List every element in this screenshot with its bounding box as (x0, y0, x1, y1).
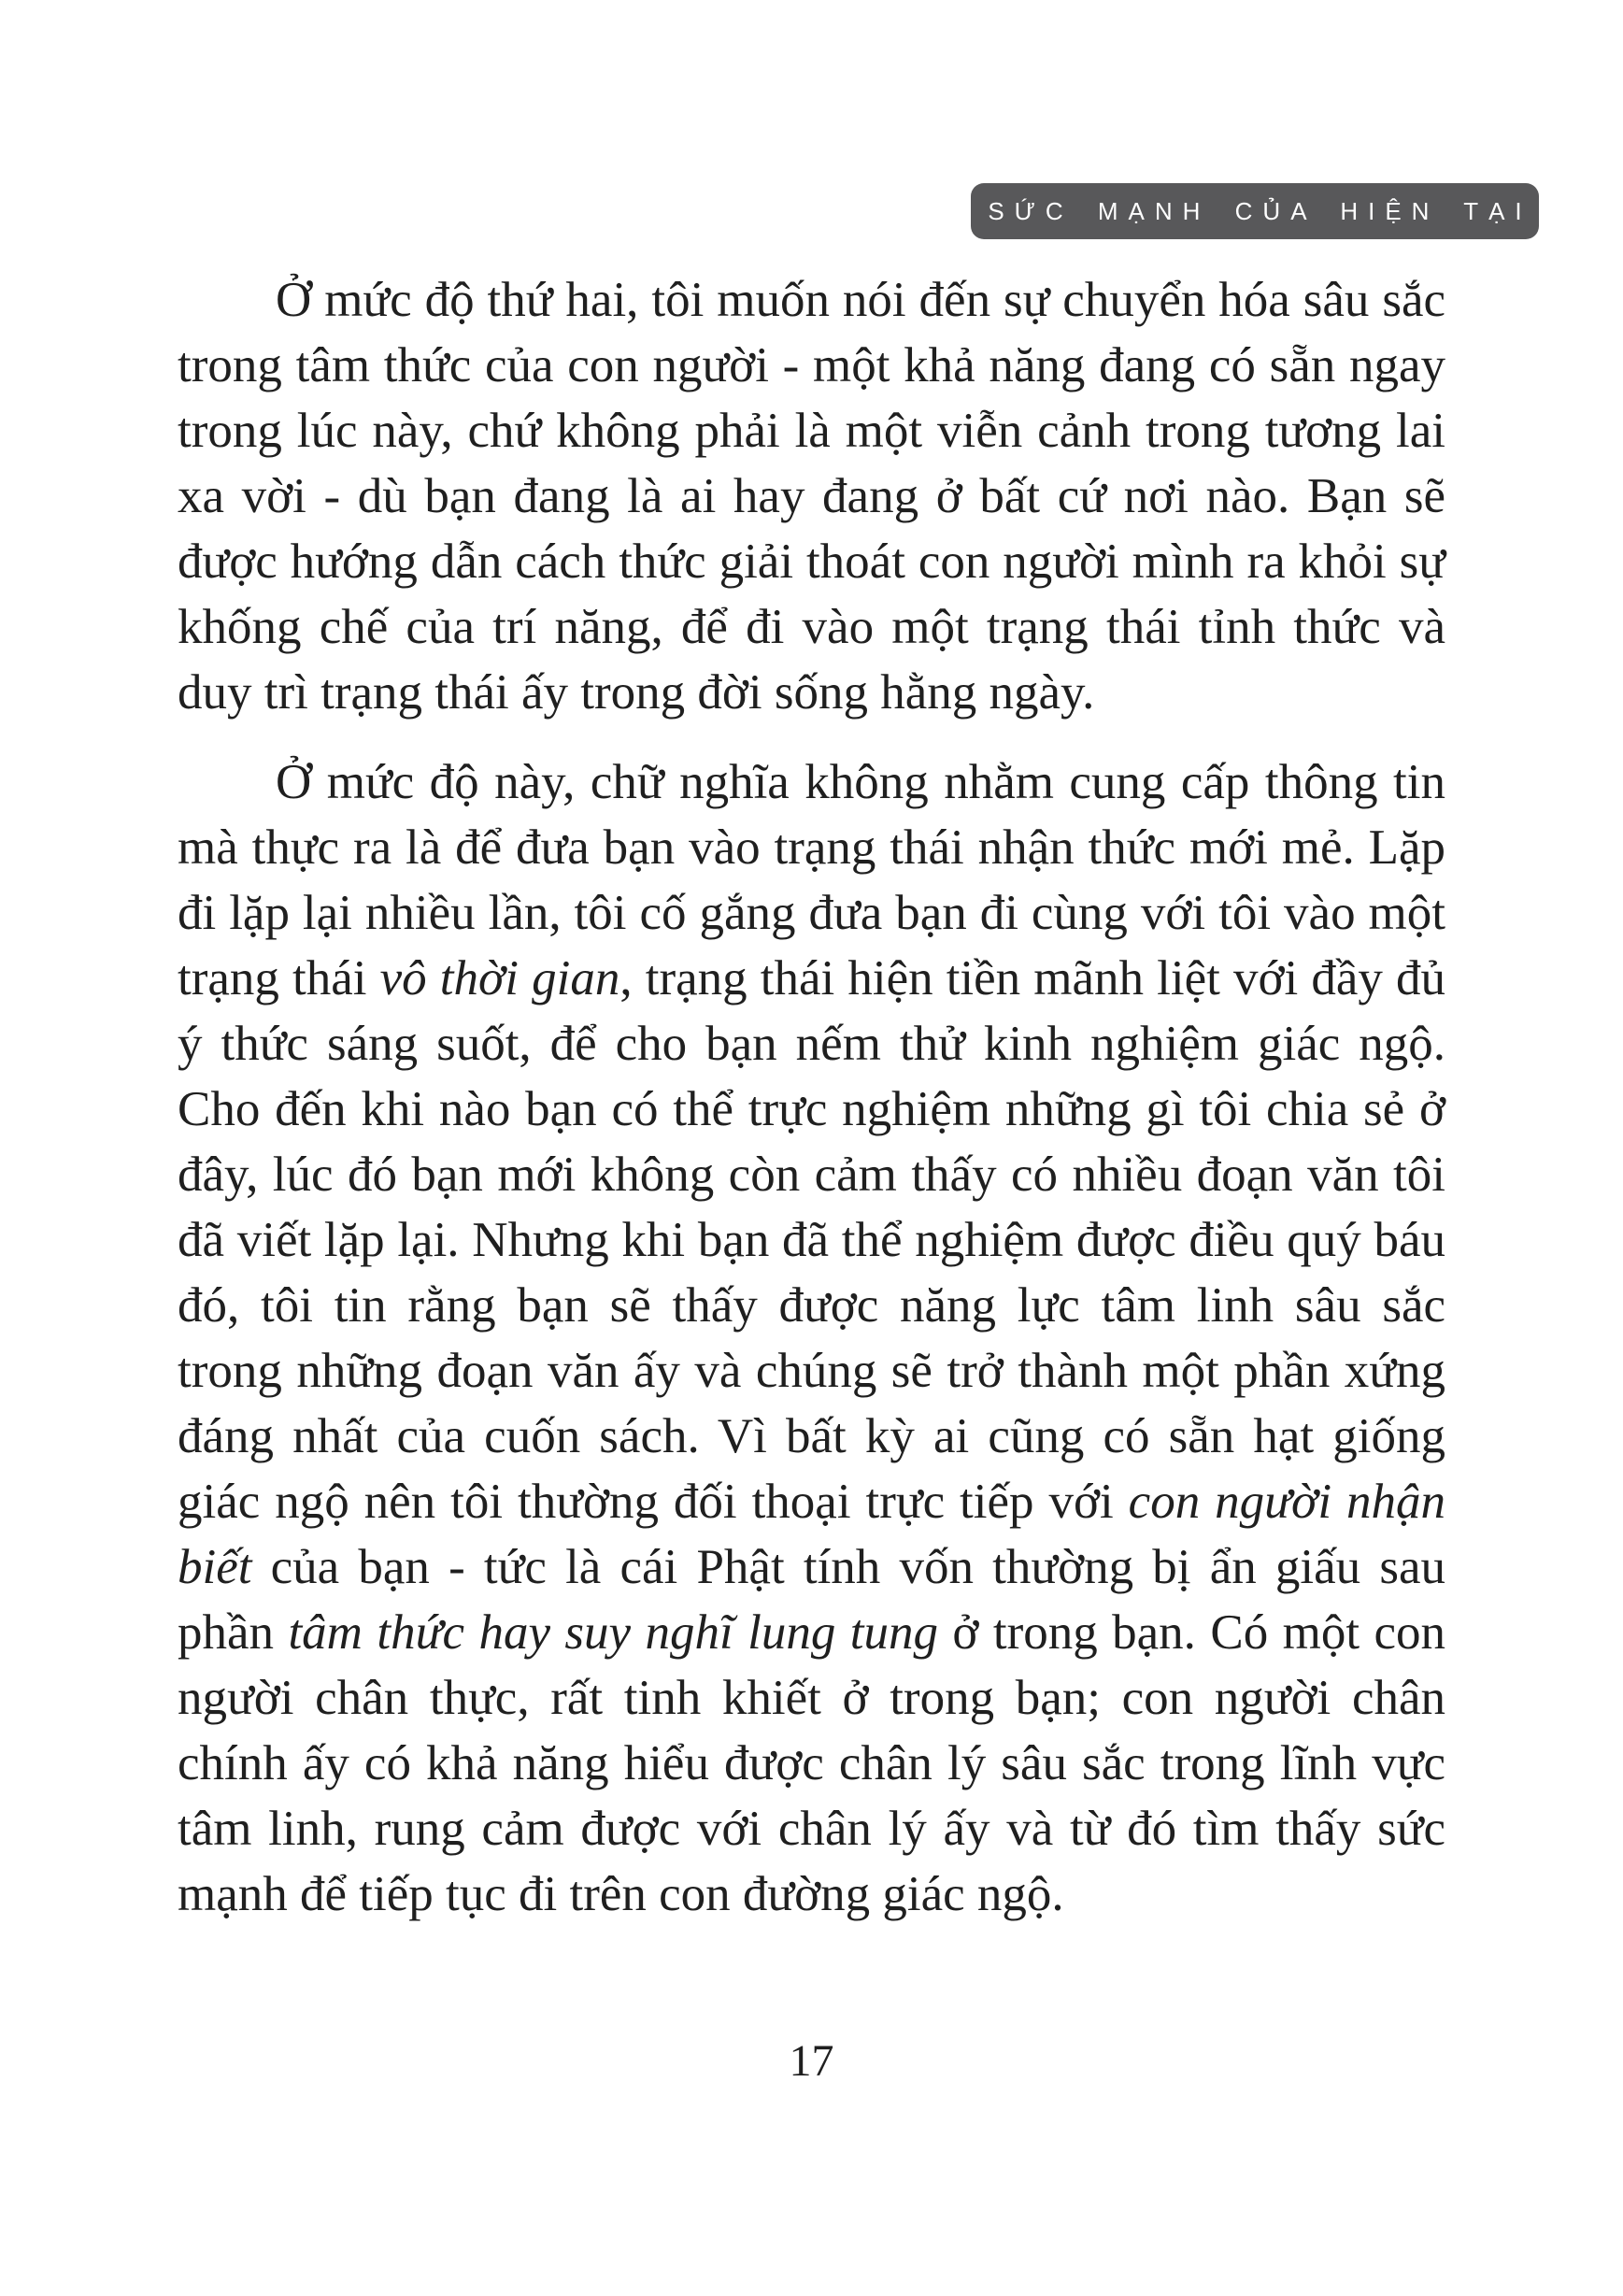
text-run: của bạn - tức là cái Phật tính vốn thường bị ẩn giấu sau phần (178, 1540, 1445, 1660)
italic-text-run: con người nhận biết (178, 1475, 1445, 1594)
text-run: Ở mức độ này, chữ nghĩa không nhằm cung cấp thông tin mà thực ra là để đưa bạn vào trạng thái nhận thức mới mẻ. Lặp đi lặp lại nhiều lần, tôi cố gắng đưa bạn đi cùng với tôi vào một trạng thái (178, 755, 1445, 1005)
page-number: 17 (789, 2036, 834, 2086)
text-run: Ở mức độ thứ hai, tôi muốn nói đến sự chuyển hóa sâu sắc trong tâm thức của con người - một khả năng đang có sẵn ngay trong lúc này, chứ không phải là một viễn cảnh trong tương lai xa vời - dù bạn đang là ai hay đang ở bất cứ nơi nào. Bạn sẽ được hướng dẫn cách thức giải thoát con người mình ra khỏi sự khống chế của trí năng, để đi vào một trạng thái tỉnh thức và duy trì trạng thái ấy trong đời sống hằng ngày. (178, 273, 1445, 720)
italic-text-run: vô thời gian (379, 951, 620, 1005)
italic-text-run: tâm thức hay suy nghĩ lung tung (288, 1605, 938, 1660)
text-run: , trạng thái hiện tiền mãnh liệt với đầy đủ ý thức sáng suốt, để cho bạn nếm thử kinh nghiệm giác ngộ. Cho đến khi nào bạn có thể trực nghiệm những gì tôi chia sẻ ở đây, lúc đó bạn mới không còn cảm thấy có nhiều đoạn văn tôi đã viết lặp lại. Nhưng khi bạn đã thể nghiệm được điều quý báu đó, tôi tin rằng bạn sẽ thấy được năng lực tâm linh sâu sắc trong những đoạn văn ấy và chúng sẽ trở thành một phần xứng đáng nhất của cuốn sách. Vì bất kỳ ai cũng có sẵn hạt giống giác ngộ nên tôi thường đối thoại trực tiếp với (178, 951, 1446, 1529)
running-header-banner (971, 183, 1539, 239)
running-header-title: SỨC MẠNH CỦA HIỆN TẠI (988, 196, 1532, 225)
text-run: ở trong bạn. Có một con người chân thực, rất tinh khiết ở trong bạn; con người chân chính ấy có khả năng hiểu được chân lý sâu sắc trong lĩnh vực tâm linh, rung cảm được với chân lý ấy và từ đó tìm thấy sức mạnh để tiếp tục đi trên con đường giác ngộ. (178, 1605, 1446, 1921)
page-body-text (178, 267, 1445, 1927)
paragraph (178, 749, 1445, 1927)
paragraph (178, 267, 1445, 725)
